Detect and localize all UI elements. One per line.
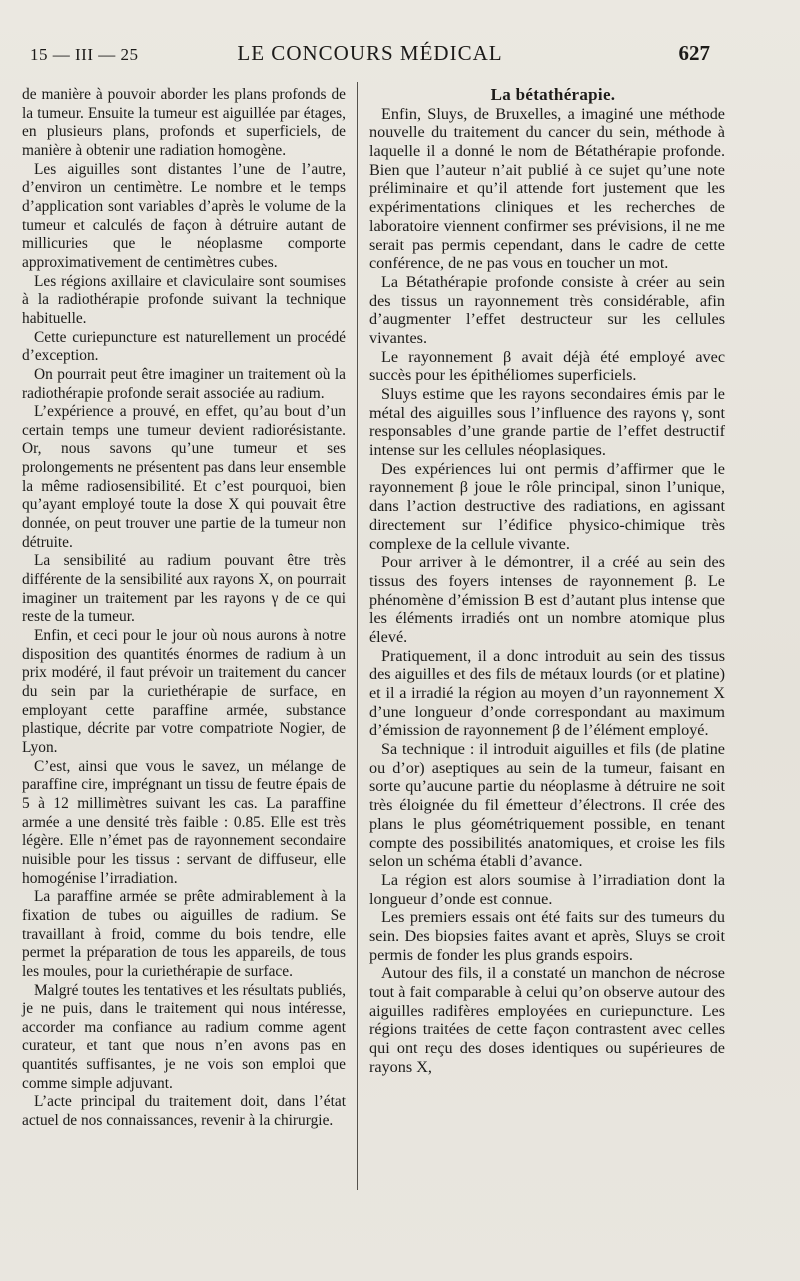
paragraph: Les régions axillaire et claviculaire sont soumises à la radiothérapie profonde suivant la technique habituelle. [22,272,346,327]
paragraph: La Bétathérapie profonde consiste à créer au sein des tissus un rayonnement très considérable, afin d’augmenter l’effet destructeur sur les cellules vivantes. [369,272,725,347]
left-column [22,86,346,1131]
paragraph: Malgré toutes les tentatives et les résultats publiés, je ne puis, dans le traitement qui nous intéresse, accorder ma confiance au radium comme agent curateur, et tant que nous n’en avons pas en quantités suffisantes, je ne vois son emploi que comme simple adjuvant. [22,981,347,1092]
paragraph: La région est alors soumise à l’irradiation dont la longueur d’onde est connue. [369,870,725,908]
paragraph: Autour des fils, il a constaté un manchon de nécrose tout à fait comparable à celui qu’on observe autour des aiguilles radifères employées en curiepuncture. Les régions traitées de cette façon contrastent avec celles qui ont reçu des doses identiques ou supérieures de rayons X, [369,964,725,1076]
paragraph: L’acte principal du traitement doit, dans l’état actuel de nos connaissances, revenir à la chirurgie. [22,1093,346,1130]
paragraph: Enfin, Sluys, de Bruxelles, a imaginé une méthode nouvelle du traitement du cancer du sein, méthode à laquelle il a donné le nom de Bétathérapie profonde. Bien que l’auteur n’ait publié à ce sujet qu’une note préliminaire et qu’il attende fort justement que les expérimentations cliniques et les recherches de laboratoire viennent confirmer ses prévisions, il ne me serait pas permis cependant, dans le cadre de cette conférence, de ne pas vous en toucher un mot. [369,104,725,273]
paragraph: Pratiquement, il a donc introduit au sein des tissus des aiguilles et des fils de métaux lourds (or et platine) et il a irradié la région au moyen d’un rayonnement X d’une longueur d’onde correspondant au maximum d’émission de rayonnement β de l’élément employé. [369,646,725,740]
paragraph: Sa technique : il introduit aiguilles et fils (de platine ou d’or) aseptiques au sein de la tumeur, faisant en sorte qu’aucune partie du néoplasme à détruire ne soit très éloignée du fil émetteur d’électrons. Il crée des plans le plus géométriquement possible, en tenant compte des possibilités anatomiques, et croise les fils selon un schéma établi d’avance. [369,740,725,871]
paragraph: On pourrait peut être imaginer un traitement où la radiothérapie profonde serait associée au radium. [22,365,346,402]
paragraph: Des expériences lui ont permis d’affirmer que le rayonnement β joue le rôle principal, sinon l’unique, dans l’action destructive des radiations, en agissant directement sur l’édifice physico-chimique très complexe de la cellule vivante. [369,459,725,553]
column-divider [357,82,358,1190]
page-header [30,40,710,66]
paragraph: de manière à pouvoir aborder les plans profonds de la tumeur. Ensuite la tumeur est aiguillée par étages, en plusieurs plans, profonds et superficiels, de manière à obtenir une radiation homogène. [22,86,346,159]
issue-date: 15 — III — 25 [30,45,139,64]
paragraph: Les premiers essais ont été faits sur des tumeurs du sein. Des biopsies faites avant et après, Sluys se croit permis de fonder les plus grands espoirs. [369,908,725,964]
section-title: La bétathérapie. [490,85,616,104]
paragraph: La sensibilité au radium pouvant être très différente de la sensibilité aux rayons X, on pourrait imaginer un traitement par les rayons γ de ce qui reste de la tumeur. [22,552,346,626]
page-number: 627 [678,41,710,65]
paragraph: Enfin, et ceci pour le jour où nous aurons à notre disposition des quantités énormes de radium à un prix modéré, il faut prévoir un traitement du cancer du sein par la curiethérapie de surface, en employant cette paraffine armée, substance plastique, décrite par votre compatriote Nogier, de Lyon. [22,627,346,756]
paragraph: C’est, ainsi que vous le savez, un mélange de paraffine cire, imprégnant un tissu de feutre épais de 5 à 12 millimètres suivant les cas. La paraffine armée a une densité très faible : 0.85. Elle est très légère. Elle n’émet pas de rayonnement secondaire nuisible pour les tissus : servant de diffuseur, elle homogénise l’irradiation. [22,757,346,887]
right-column [369,86,725,1076]
journal-title: LE CONCOURS MÉDICAL [237,41,503,65]
paragraph: Le rayonnement β avait déjà été employé avec succès pour les épithéliomes superficiels. [369,347,725,385]
paragraph: La paraffine armée se prête admirablement à la fixation de tubes ou aiguilles de radium. Se travaillant à froid, comme du bois tendre, elle permet la préparation de tous les appareils, de tous les moules, pour la curiethérapie de surface. [22,888,346,980]
paragraph: L’expérience a prouvé, en effet, qu’au bout d’un certain temps une tumeur devient radiorésistante. Or, nous savons qu’une tumeur et ses prolongements ne présentent pas dans leur ensemble la même radiosensibilité. Et c’est pourquoi, bien qu’ayant employé toute la dose X qui pouvait être donnée, on peut trouver une partie de la tumeur non détruite. [22,403,346,551]
paragraph: Sluys estime que les rayons secondaires émis par le métal des aiguilles sous l’influence des rayons γ, sont responsables d’une grande partie de l’effet destructif intense sur les cellules néoplasiques. [369,385,725,460]
paragraph: Cette curiepuncture est naturellement un procédé d’exception. [22,328,346,365]
paragraph: Les aiguilles sont distantes l’une de l’autre, d’environ un centimètre. Le nombre et le temps d’application sont variables d’après le volume de la tumeur et calculés de façon à détruire autant de millicuries que le néoplasme comporte approximativement de centimètres cubes. [22,160,346,271]
paragraph: Pour arriver à le démontrer, il a créé au sein des tissus des foyers intenses de rayonnement β. Le phénomène d’émission B est d’autant plus intense que les éléments irradiés ont un nombre atomique plus élevé. [369,553,725,646]
